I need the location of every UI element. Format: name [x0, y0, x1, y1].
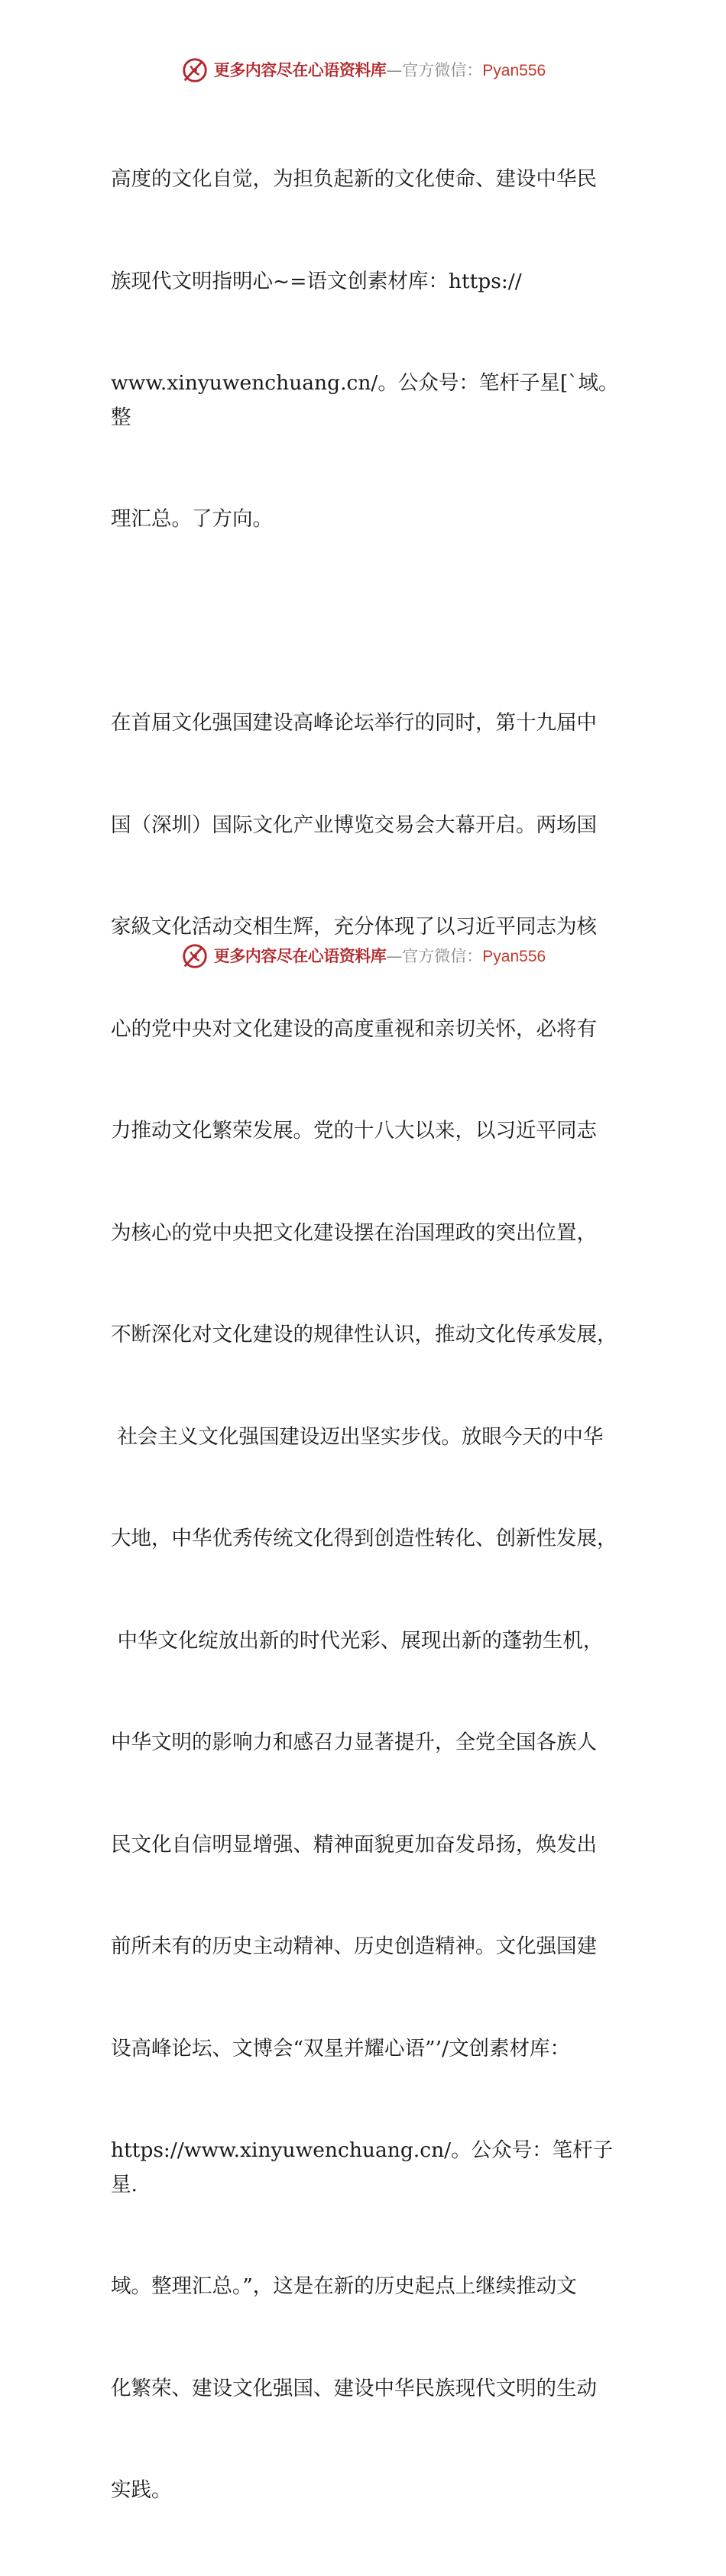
footer-banner-text	[213, 946, 546, 965]
banner-main-text: 更多内容尽在心语资料库	[213, 946, 387, 965]
text-line: 不断深化对文化建设的规律性认识，推动文化传承发展，	[111, 1323, 617, 1346]
text-line: 家級文化活动交相生辉，充分体现了以习近平同志为核	[111, 915, 597, 939]
text-line: 高度的文化自觉，为担负起新的文化使命、建设中华民	[111, 167, 597, 191]
header-banner	[0, 53, 726, 87]
banner-wechat-label: 官方微信：	[402, 60, 483, 79]
paragraph-1	[111, 95, 630, 605]
footer-banner	[0, 939, 726, 973]
text-line: 化繁荣、建设文化强国、建设中华民族现代文明的生动	[111, 2376, 597, 2400]
text-line: 实践。	[111, 2478, 172, 2502]
text-line: 族现代文明指明心~=语文创素材库：https://	[111, 269, 522, 293]
text-line: 在首届文化强国建设高峰论坛举行的同时，第十九届中	[111, 711, 597, 735]
banner-wechat-id: Pyan556	[482, 61, 546, 79]
banner-main-text: 更多内容尽在心语资料库	[213, 60, 387, 79]
banner-wechat-id: Pyan556	[482, 947, 546, 965]
banner-wechat-label: 官方微信：	[402, 946, 483, 965]
text-line: www.xinyuwenchuang.cn/。公众号：笔杆子星[`域。整	[111, 371, 619, 429]
text-line: https://www.xinyuwenchuang.cn/。公众号：笔杆子星.	[111, 2138, 614, 2196]
banner-dash: —	[386, 946, 403, 965]
text-line: 心的党中央对文化建设的高度重视和亲切关怀，必将有	[111, 1017, 597, 1041]
banner-dash: —	[386, 60, 403, 79]
paragraph-gap	[111, 605, 630, 639]
brand-logo-icon	[180, 942, 209, 971]
text-line: 社会主义文化强国建设迈出坚实步伐。放眼今天的中华	[111, 1424, 604, 1449]
paragraph-2	[111, 638, 630, 2576]
brand-logo-icon	[180, 56, 209, 85]
text-line: 域。整理汇总。”，这是在新的历史起点上继续推动文	[111, 2274, 577, 2298]
text-line: 前所未有的历史主动精神、历史创造精神。文化强国建	[111, 1934, 597, 1958]
text-line: 大地，中华优秀传统文化得到创造性转化、创新性发展，	[111, 1527, 617, 1550]
text-line: 中华文化绽放出新的时代光彩、展现出新的蓬勃生机，	[111, 1628, 604, 1653]
header-banner-text	[213, 60, 546, 79]
text-line: 理汇总。了方向。	[111, 507, 273, 531]
text-line: 中华文明的影响力和感召力显著提升，全党全国各族人	[111, 1731, 597, 1754]
text-line: 力推动文化繁荣发展。党的十八大以来，以习近平同志	[111, 1119, 597, 1143]
text-line: 为核心的党中央把文化建设摆在治国理政的突出位置，	[111, 1220, 597, 1245]
text-line: 设高峰论坛、文博会“双星并耀心语”’/文创素材库：	[111, 2036, 570, 2060]
text-line: 国（深圳）国际文化产业博览交易会大幕开启。两场国	[111, 813, 597, 837]
document-body	[111, 95, 630, 2576]
text-line: 民文化自信明显增强、精神面貌更加奋发昂扬，焕发出	[111, 1832, 597, 1857]
